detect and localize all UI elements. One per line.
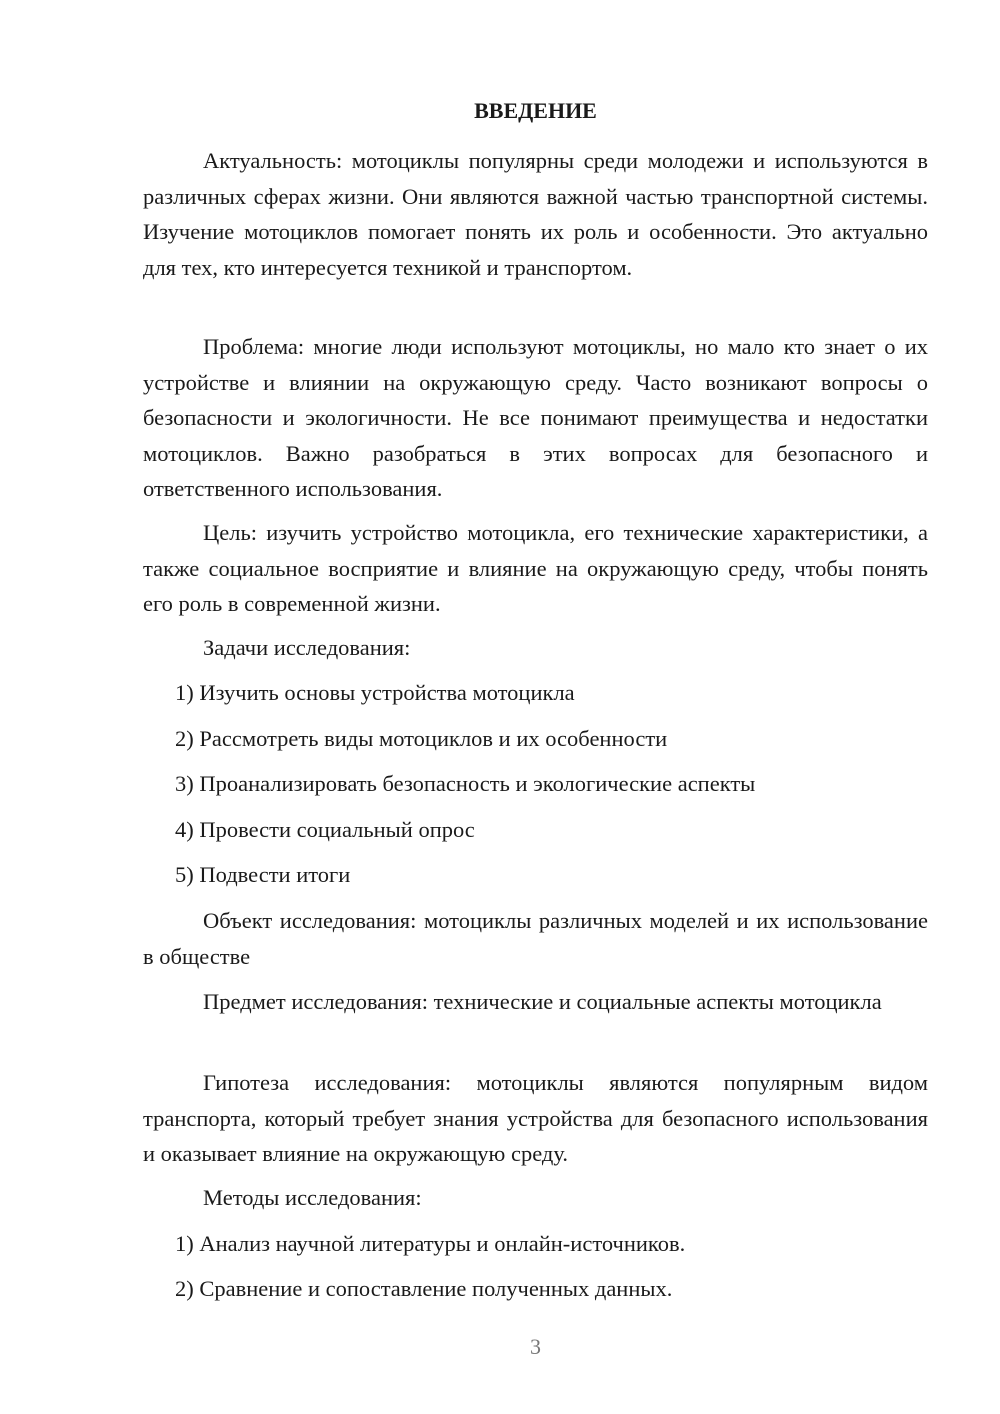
tasks-label: Задачи исследования:: [203, 635, 411, 660]
section-heading: ВВЕДЕНИЕ: [474, 98, 597, 123]
task-item: 4) Провести социальный опрос: [175, 817, 475, 842]
relevance-paragraph: Актуальность: мотоциклы популярны среди молодежи и используются в различных сферах жизни. Они являются важной частью транспортной системы. Изучение мотоциклов помогает понять их роль и особенности. Это актуально для тех, кто интересуется техникой и транспортом.: [143, 148, 928, 280]
object-paragraph: Объект исследования: мотоциклы различных моделей и их использование в обществе: [143, 908, 928, 969]
methods-label: Методы исследования:: [203, 1185, 422, 1210]
problem-paragraph: Проблема: многие люди используют мотоциклы, но мало кто знает о их устройстве и влиянии на окружающую среду. Часто возникают вопросы о безопасности и экологичности. Не все понимают преимущества и недостатки мотоциклов. Важно разобраться в этих вопросах для безопасного и ответственного использования.: [143, 334, 928, 501]
method-item: 1) Анализ научной литературы и онлайн-источников.: [175, 1231, 686, 1256]
goal-paragraph: Цель: изучить устройство мотоцикла, его технические характеристики, а также социальное восприятие и влияние на окружающую среду, чтобы понять его роль в современной жизни.: [143, 520, 928, 616]
task-item: 1) Изучить основы устройства мотоцикла: [175, 680, 575, 705]
page-number: 3: [530, 1334, 541, 1359]
method-item: 2) Сравнение и сопоставление полученных данных.: [175, 1276, 673, 1301]
task-item: 5) Подвести итоги: [175, 862, 351, 887]
subject-paragraph: Предмет исследования: технические и социальные аспекты мотоцикла: [203, 989, 882, 1014]
task-item: 3) Проанализировать безопасность и экологические аспекты: [175, 771, 756, 796]
hypothesis-paragraph: Гипотеза исследования: мотоциклы являются популярным видом транспорта, который требует знания устройства для безопасного использования и оказывает влияние на окружающую среду.: [143, 1070, 928, 1166]
task-item: 2) Рассмотреть виды мотоциклов и их особенности: [175, 726, 668, 751]
